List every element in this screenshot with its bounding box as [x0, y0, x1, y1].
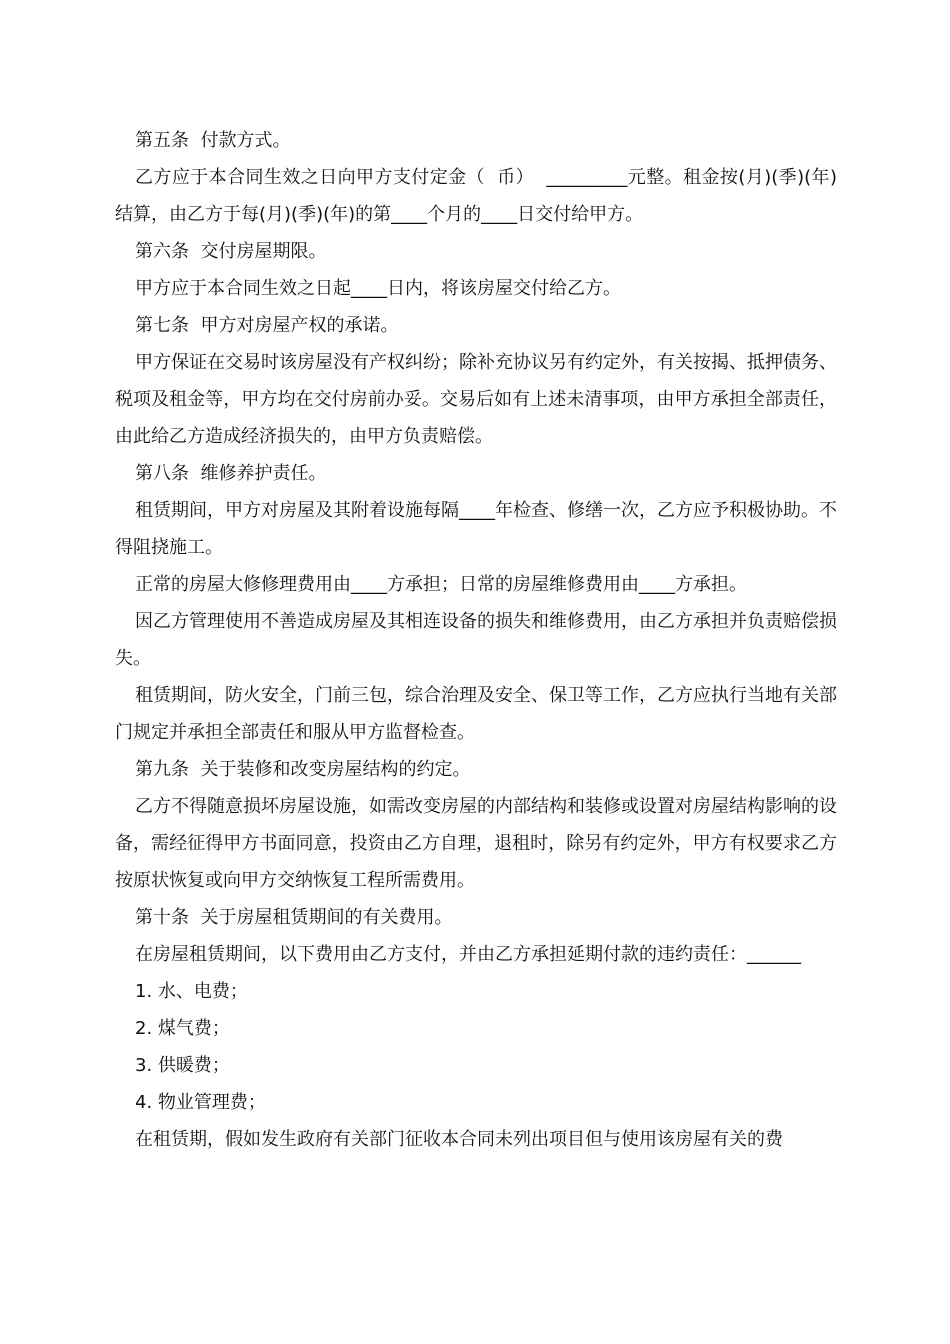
article-8-inspection-text: 租赁期间，甲方对房屋及其附着设施每隔____年检查、修缮一次，乙方应予积极协助。不得阻挠施工。: [115, 500, 837, 558]
article-8-safety-text: 租赁期间，防火安全，门前三包，综合治理及安全、保卫等工作，乙方应执行当地有关部门规定并承担全部责任和服从甲方监督检查。: [115, 685, 837, 743]
article-6-delivery-text: 甲方应于本合同生效之日起____日内，将该房屋交付给乙方。: [135, 278, 621, 299]
article-7-heading: 第七条 甲方对房屋产权的承诺。: [135, 315, 399, 336]
fee-list-item: 1. 水、电费；: [135, 981, 248, 1002]
article-9-renovation-text: 乙方不得随意损坏房屋设施，如需改变房屋的内部结构和装修或设置对房屋结构影响的设备，需经征得甲方书面同意，投资由乙方自理，退租时，除另有约定外，甲方有权要求乙方按原状恢复或向甲方交纳恢复工程所需费用。: [115, 796, 837, 891]
article-8-damage-text: 因乙方管理使用不善造成房屋及其相连设备的损失和维修费用，由乙方承担并负责赔偿损失。: [115, 611, 837, 669]
article-10-other-fees-text: 在租赁期，假如发生政府有关部门征收本合同未列出项目但与使用该房屋有关的费: [135, 1129, 783, 1150]
fee-list-item: 2. 煤气费；: [135, 1018, 230, 1039]
article-6-heading: 第六条 交付房屋期限。: [135, 241, 327, 262]
article-10-fees-text: 在房屋租赁期间，以下费用由乙方支付，并由乙方承担延期付款的违约责任：______: [135, 944, 801, 965]
article-8-repair-cost-text: 正常的房屋大修修理费用由____方承担；日常的房屋维修费用由____方承担。: [135, 574, 747, 595]
document-body: [115, 122, 837, 1158]
article-10-heading: 第十条 关于房屋租赁期间的有关费用。: [135, 907, 453, 928]
article-7-ownership-text: 甲方保证在交易时该房屋没有产权纠纷；除补充协议另有约定外，有关按揭、抵押债务、税项及租金等，甲方均在交付房前办妥。交易后如有上述未清事项，由甲方承担全部责任，由此给乙方造成经济损失的，由甲方负责赔偿。: [115, 352, 837, 447]
article-5-heading: 第五条 付款方式。: [135, 130, 291, 151]
article-5-payment-text: 乙方应于本合同生效之日向甲方支付定金（ 币） _________元整。租金按(月)(季)(年)结算，由乙方于每(月)(季)(年)的第____个月的____日交付给甲方。: [115, 167, 837, 225]
fee-list-item: 3. 供暖费；: [135, 1055, 230, 1076]
article-8-heading: 第八条 维修养护责任。: [135, 463, 327, 484]
article-9-heading: 第九条 关于装修和改变房屋结构的约定。: [135, 759, 471, 780]
fee-list-item: 4. 物业管理费；: [135, 1092, 266, 1113]
